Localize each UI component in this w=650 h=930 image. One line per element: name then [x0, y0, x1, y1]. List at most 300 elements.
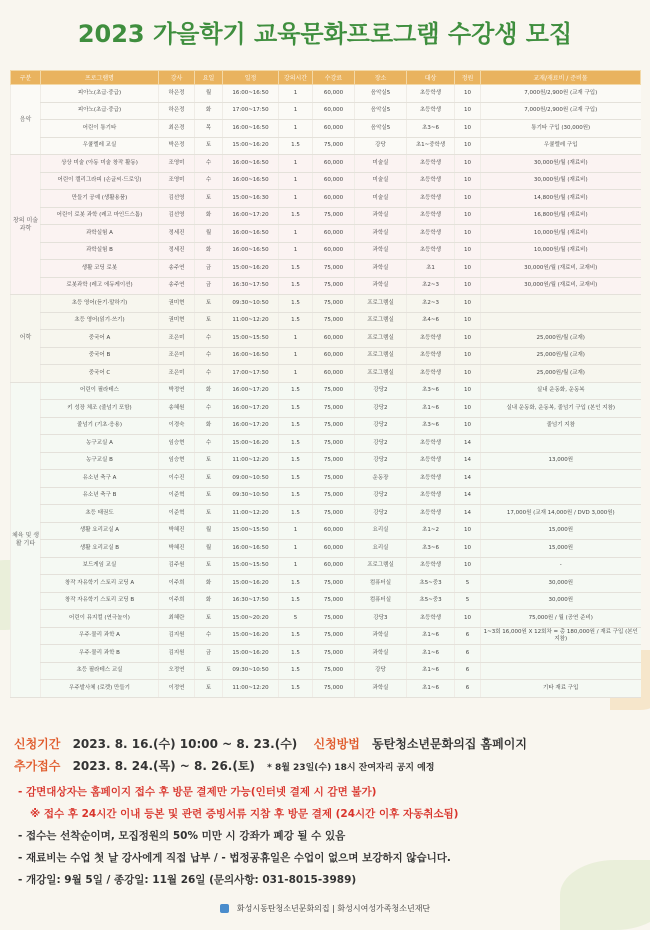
table-cell: 6 — [455, 627, 481, 645]
table-cell: 1.5 — [279, 645, 313, 663]
extra-apply-value: 2023. 8. 24.(목) ~ 8. 26.(토) — [72, 759, 255, 773]
table-cell: 1.5 — [279, 207, 313, 225]
table-cell: 1 — [279, 347, 313, 365]
material-cell — [481, 662, 641, 680]
notice-line: ※ 접수 후 24시간 이내 등본 및 관련 증빙서류 지참 후 방문 결제 (24시간 이후 자동취소됨) — [30, 808, 459, 820]
table-cell: 김지원 — [159, 627, 195, 645]
table-cell: 75,000 — [313, 610, 355, 628]
table-cell: 권미현 — [159, 295, 195, 313]
table-cell: 1 — [279, 365, 313, 383]
material-cell: 75,000원 / 월 (공연 준비) — [481, 610, 641, 628]
table-cell: 1.5 — [279, 470, 313, 488]
table-cell: 초1~중학생 — [407, 137, 455, 155]
table-cell: 금 — [195, 645, 223, 663]
table-cell: 15:00~16:20 — [223, 627, 279, 645]
table-cell: 초등학생 — [407, 207, 455, 225]
table-cell: 1 — [279, 522, 313, 540]
table-cell: 토 — [195, 190, 223, 208]
table-cell: 16:00~17:20 — [223, 382, 279, 400]
table-cell: 16:00~17:20 — [223, 417, 279, 435]
program-name-cell: 중국어 A — [41, 330, 159, 348]
table-row — [11, 137, 641, 155]
program-name-cell: 유소년 축구 B — [41, 487, 159, 505]
material-cell: 15,000원 — [481, 540, 641, 558]
table-cell: 초등학생 — [407, 102, 455, 120]
table-cell: 과학실 — [355, 627, 407, 645]
program-name-cell: 창작 자유학기 스토리 코딩 B — [41, 592, 159, 610]
table-cell: 75,000 — [313, 382, 355, 400]
table-cell: 10 — [455, 137, 481, 155]
table-row — [11, 85, 641, 103]
material-cell: 통기타 구입 (30,000원) — [481, 120, 641, 138]
program-name-cell: 농구교실 B — [41, 452, 159, 470]
table-cell: 75,000 — [313, 452, 355, 470]
table-cell: 초4~6 — [407, 312, 455, 330]
table-cell: 16:00~16:50 — [223, 540, 279, 558]
table-cell: 75,000 — [313, 207, 355, 225]
table-cell: 15:00~16:20 — [223, 645, 279, 663]
table-cell: 6 — [455, 662, 481, 680]
table-cell: 요리실 — [355, 522, 407, 540]
category-cell: 체육 및 생활 기타 — [11, 382, 41, 697]
table-row — [11, 190, 641, 208]
table-cell: 강당2 — [355, 417, 407, 435]
table-cell: 11:00~12:20 — [223, 505, 279, 523]
table-cell: 운동장 — [355, 470, 407, 488]
table-cell: 10 — [455, 207, 481, 225]
table-cell: 10 — [455, 85, 481, 103]
table-cell: 6 — [455, 680, 481, 698]
table-cell: 김선영 — [159, 207, 195, 225]
material-cell: 30,000원/월 (재료비, 교재비) — [481, 260, 641, 278]
table-row — [11, 540, 641, 558]
table-cell: 75,000 — [313, 277, 355, 295]
header-cell: 프로그램명 — [41, 71, 159, 85]
table-cell: 프로그램실 — [355, 295, 407, 313]
table-row — [11, 277, 641, 295]
table-cell: 1 — [279, 225, 313, 243]
table-cell: 10 — [455, 610, 481, 628]
apply-method-label: 신청방법 — [313, 737, 360, 751]
organization-name: 화성시동탄청소년문화의집 | 화성시여성가족청소년재단 — [236, 904, 431, 913]
table-row — [11, 242, 641, 260]
program-name-cell: 생활 코딩 로봇 — [41, 260, 159, 278]
table-row — [11, 120, 641, 138]
program-name-cell: 생활 요리교실 B — [41, 540, 159, 558]
table-cell: 10 — [455, 417, 481, 435]
table-cell: 미술실 — [355, 190, 407, 208]
material-cell — [481, 435, 641, 453]
table-cell: 10 — [455, 190, 481, 208]
table-cell: 5 — [279, 610, 313, 628]
table-cell: 이수진 — [159, 470, 195, 488]
table-cell: 75,000 — [313, 487, 355, 505]
table-cell: 이준혁 — [159, 487, 195, 505]
table-cell: 75,000 — [313, 435, 355, 453]
table-cell: 프로그램실 — [355, 557, 407, 575]
table-cell: 60,000 — [313, 120, 355, 138]
table-row — [11, 435, 641, 453]
table-cell: 초등학생 — [407, 505, 455, 523]
table-cell: 10 — [455, 172, 481, 190]
table-cell: 10 — [455, 102, 481, 120]
table-cell: 미술실 — [355, 155, 407, 173]
table-cell: 14 — [455, 470, 481, 488]
table-cell: 요리실 — [355, 540, 407, 558]
table-cell: 과학실 — [355, 260, 407, 278]
table-cell: 1.5 — [279, 312, 313, 330]
table-cell: 60,000 — [313, 85, 355, 103]
table-cell: 최혜란 — [159, 610, 195, 628]
header-cell: 대상 — [407, 71, 455, 85]
table-cell: 16:00~16:50 — [223, 225, 279, 243]
table-cell: 1.5 — [279, 260, 313, 278]
program-name-cell: 어린이 캘리그라피 (손글씨·드로잉) — [41, 172, 159, 190]
table-cell: 16:30~17:50 — [223, 592, 279, 610]
category-cell: 어학 — [11, 295, 41, 383]
table-cell: 75,000 — [313, 470, 355, 488]
material-cell: 16,800원/월 (재료비) — [481, 207, 641, 225]
category-cell: 음악 — [11, 85, 41, 155]
table-row — [11, 102, 641, 120]
table-cell: 09:30~10:50 — [223, 662, 279, 680]
program-name-cell: 초등 영어(듣기·말하기) — [41, 295, 159, 313]
table-cell: 60,000 — [313, 225, 355, 243]
table-cell: 17:00~17:50 — [223, 365, 279, 383]
table-cell: 음악실5 — [355, 120, 407, 138]
table-cell: 강당2 — [355, 452, 407, 470]
apply-period-value: 2023. 8. 16.(수) 10:00 ~ 8. 23.(수) — [72, 737, 298, 751]
material-cell: 30,000원/월 (재료비) — [481, 172, 641, 190]
table-cell: 오정연 — [159, 662, 195, 680]
table-cell: 1 — [279, 330, 313, 348]
table-cell: 60,000 — [313, 242, 355, 260]
table-cell: 이주희 — [159, 592, 195, 610]
table-cell: 1.5 — [279, 592, 313, 610]
table-cell: 10 — [455, 225, 481, 243]
table-cell: 1 — [279, 190, 313, 208]
program-name-cell: 어린이 필라테스 — [41, 382, 159, 400]
material-cell: 실내 운동화, 운동복 — [481, 382, 641, 400]
table-cell: 1 — [279, 172, 313, 190]
program-name-cell: 과학실험 B — [41, 242, 159, 260]
table-cell: 컴퓨터실 — [355, 575, 407, 593]
material-cell: 줄넘기 지참 — [481, 417, 641, 435]
table-cell: 초5~중3 — [407, 592, 455, 610]
table-cell: 하은정 — [159, 85, 195, 103]
table-cell: 5 — [455, 575, 481, 593]
material-cell — [481, 470, 641, 488]
program-name-cell: 중국어 B — [41, 347, 159, 365]
header-cell: 강사 — [159, 71, 195, 85]
material-cell: 14,800원/월 (재료비) — [481, 190, 641, 208]
table-row — [11, 347, 641, 365]
table-row — [11, 312, 641, 330]
table-row — [11, 522, 641, 540]
material-cell: 30,000원/월 (재료비) — [481, 155, 641, 173]
table-cell: 수 — [195, 365, 223, 383]
table-cell: 강당 — [355, 662, 407, 680]
table-cell: 하은정 — [159, 102, 195, 120]
table-cell: 초등학생 — [407, 557, 455, 575]
program-name-cell: 어린이 로봇 과학 (레고 마인드스톰) — [41, 207, 159, 225]
program-name-cell: 키 성장 체조 (줄넘기 포함) — [41, 400, 159, 418]
table-cell: 초등학생 — [407, 610, 455, 628]
table-cell: 초1~6 — [407, 645, 455, 663]
table-cell: 송주연 — [159, 260, 195, 278]
organization-logo-icon — [220, 904, 229, 913]
table-cell: 15:00~15:50 — [223, 330, 279, 348]
table-cell: 16:00~16:50 — [223, 120, 279, 138]
table-cell: 월 — [195, 225, 223, 243]
table-row — [11, 662, 641, 680]
decorative-leaf — [560, 860, 650, 930]
table-cell: 수 — [195, 172, 223, 190]
table-cell: 75,000 — [313, 260, 355, 278]
table-cell: 강당2 — [355, 505, 407, 523]
table-cell: 16:00~16:50 — [223, 347, 279, 365]
page-title: 2023 가을학기 교육문화프로그램 수강생 모집 — [77, 20, 573, 48]
table-cell: 15:00~16:20 — [223, 137, 279, 155]
table-cell: 과학실 — [355, 225, 407, 243]
table-row — [11, 557, 641, 575]
table-cell: 6 — [455, 645, 481, 663]
table-cell: 화 — [195, 592, 223, 610]
table-cell: 15:00~15:50 — [223, 557, 279, 575]
material-cell: 25,000원/월 (교재) — [481, 347, 641, 365]
material-cell: 10,000원/월 (재료비) — [481, 242, 641, 260]
table-cell: 15:00~16:20 — [223, 260, 279, 278]
material-cell: 7,000원/2,900원 (교재 구입) — [481, 85, 641, 103]
table-cell: 60,000 — [313, 365, 355, 383]
table-cell: 10 — [455, 312, 481, 330]
table-cell: 1.5 — [279, 575, 313, 593]
table-cell: 1 — [279, 120, 313, 138]
table-cell: 75,000 — [313, 505, 355, 523]
table-cell: 14 — [455, 505, 481, 523]
table-cell: 15:00~16:20 — [223, 435, 279, 453]
table-cell: 김지원 — [159, 645, 195, 663]
program-name-cell: 피아노(초급·중급) — [41, 102, 159, 120]
header-cell: 교재/재료비 / 준비물 — [481, 71, 641, 85]
table-cell: 초1 — [407, 260, 455, 278]
table-cell: 60,000 — [313, 540, 355, 558]
program-table — [10, 70, 640, 698]
material-cell — [481, 487, 641, 505]
table-cell: 15:00~16:30 — [223, 190, 279, 208]
material-cell: 실내 운동화, 운동복, 줄넘기 구입 (본인 지참) — [481, 400, 641, 418]
table-cell: 조은미 — [159, 365, 195, 383]
table-cell: 박정연 — [159, 382, 195, 400]
table-row — [11, 400, 641, 418]
table-cell: 10 — [455, 522, 481, 540]
table-cell: 토 — [195, 662, 223, 680]
table-cell: 초등학생 — [407, 242, 455, 260]
table-cell: 초1~6 — [407, 662, 455, 680]
material-cell: 30,000원 — [481, 592, 641, 610]
table-cell: 강당2 — [355, 435, 407, 453]
material-cell: 25,000원/월 (교재) — [481, 365, 641, 383]
table-cell: 화 — [195, 242, 223, 260]
table-cell: 컴퓨터실 — [355, 592, 407, 610]
table-cell: 10 — [455, 347, 481, 365]
table-cell: 수 — [195, 627, 223, 645]
table-cell: 이준혁 — [159, 505, 195, 523]
table-cell: 수 — [195, 155, 223, 173]
table-row — [11, 645, 641, 663]
table-row — [11, 172, 641, 190]
table-cell: 1 — [279, 242, 313, 260]
table-cell: 10 — [455, 277, 481, 295]
table-cell: 60,000 — [313, 102, 355, 120]
table-cell: 16:00~17:20 — [223, 400, 279, 418]
table-cell: 초1~6 — [407, 680, 455, 698]
program-name-cell: 로봇과학 (레고 에듀케이션) — [41, 277, 159, 295]
table-cell: 10 — [455, 365, 481, 383]
table-cell: 1.5 — [279, 400, 313, 418]
apply-method-value: 동탄청소년문화의집 홈페이지 — [372, 737, 527, 751]
table-cell: 프로그램실 — [355, 330, 407, 348]
table-cell: 월 — [195, 522, 223, 540]
table-cell: 토 — [195, 295, 223, 313]
program-name-cell: 어린이 통기타 — [41, 120, 159, 138]
table-cell: 수 — [195, 330, 223, 348]
table-cell: 화 — [195, 417, 223, 435]
header-cell: 일정 — [223, 71, 279, 85]
table-cell: 60,000 — [313, 190, 355, 208]
table-cell: 초등학생 — [407, 225, 455, 243]
table-cell: 초2~3 — [407, 277, 455, 295]
table-cell: 16:00~16:50 — [223, 242, 279, 260]
table-cell: 10 — [455, 120, 481, 138]
table-cell: 조영미 — [159, 155, 195, 173]
table-cell: 60,000 — [313, 330, 355, 348]
table-cell: 60,000 — [313, 557, 355, 575]
program-name-cell: 생활 요리교실 A — [41, 522, 159, 540]
table-cell: 수 — [195, 435, 223, 453]
table-row — [11, 487, 641, 505]
material-cell: 기타 재료 구입 — [481, 680, 641, 698]
table-cell: 75,000 — [313, 417, 355, 435]
table-cell: 수 — [195, 347, 223, 365]
table-cell: 음악실5 — [355, 85, 407, 103]
table-cell: 박은정 — [159, 137, 195, 155]
table-cell: 프로그램실 — [355, 312, 407, 330]
table-cell: 14 — [455, 452, 481, 470]
table-cell: 1.5 — [279, 435, 313, 453]
table-cell: 1.5 — [279, 662, 313, 680]
notice-line: - 개강일: 9월 5일 / 종강일: 11월 26일 (문의사항: 031-8015-3989) — [18, 874, 357, 886]
table-cell: 초3~6 — [407, 540, 455, 558]
table-cell: 1.5 — [279, 382, 313, 400]
table-cell: 초등학생 — [407, 365, 455, 383]
table-cell: 09:30~10:50 — [223, 295, 279, 313]
program-name-cell: 과학실험 A — [41, 225, 159, 243]
table-cell: 김선영 — [159, 190, 195, 208]
table-cell: 75,000 — [313, 645, 355, 663]
table-row — [11, 505, 641, 523]
table-cell: 1.5 — [279, 505, 313, 523]
table-cell: 토 — [195, 505, 223, 523]
table-row — [11, 365, 641, 383]
material-cell: 25,000원/월 (교재) — [481, 330, 641, 348]
table-cell: 음악실5 — [355, 102, 407, 120]
table-cell: 1 — [279, 557, 313, 575]
table-row — [11, 155, 641, 173]
table-cell: 초등학생 — [407, 85, 455, 103]
table-cell: 16:00~16:50 — [223, 155, 279, 173]
table-cell: 박혜진 — [159, 522, 195, 540]
table-cell: 강당 — [355, 137, 407, 155]
table-cell: 75,000 — [313, 627, 355, 645]
table-cell: 토 — [195, 487, 223, 505]
table-cell: 초1~6 — [407, 400, 455, 418]
table-cell: 10 — [455, 295, 481, 313]
table-cell: 초3~6 — [407, 120, 455, 138]
table-cell: 초등학생 — [407, 452, 455, 470]
table-cell: 1.5 — [279, 295, 313, 313]
table-cell: 75,000 — [313, 680, 355, 698]
material-cell: 10,000원/월 (재료비) — [481, 225, 641, 243]
program-name-cell: 우주·물리 과학 B — [41, 645, 159, 663]
table-cell: 15:00~20:20 — [223, 610, 279, 628]
program-name-cell: 우주발사체 (로켓) 만들기 — [41, 680, 159, 698]
table-cell: 15:00~16:20 — [223, 575, 279, 593]
table-cell: 이정연 — [159, 680, 195, 698]
table-cell: 조은미 — [159, 330, 195, 348]
table-cell: 금 — [195, 260, 223, 278]
material-cell: 7,000원/2,900원 (교재 구입) — [481, 102, 641, 120]
material-cell: - — [481, 557, 641, 575]
apply-period-label: 신청기간 — [14, 737, 61, 751]
table-cell: 5 — [455, 592, 481, 610]
table-cell: 1.5 — [279, 680, 313, 698]
header-cell: 요일 — [195, 71, 223, 85]
material-cell: 30,000원/월 (재료비, 교재비) — [481, 277, 641, 295]
table-cell: 초5~중3 — [407, 575, 455, 593]
program-name-cell: 초등 필라테스 교실 — [41, 662, 159, 680]
material-cell: 30,000원 — [481, 575, 641, 593]
category-cell: 창의 미술 과학 — [11, 155, 41, 295]
table-row — [11, 680, 641, 698]
table-cell: 화 — [195, 382, 223, 400]
table-cell: 75,000 — [313, 592, 355, 610]
table-cell: 17:00~17:50 — [223, 102, 279, 120]
table-row — [11, 610, 641, 628]
table-cell: 과학실 — [355, 207, 407, 225]
table-cell: 이경숙 — [159, 417, 195, 435]
header-cell: 강의시간 — [279, 71, 313, 85]
material-cell — [481, 645, 641, 663]
program-name-cell: 중국어 C — [41, 365, 159, 383]
material-cell: 13,000원 — [481, 452, 641, 470]
table-row — [11, 417, 641, 435]
table-cell: 초등학생 — [407, 330, 455, 348]
table-cell: 75,000 — [313, 575, 355, 593]
table-cell: 09:00~10:50 — [223, 470, 279, 488]
table-cell: 75,000 — [313, 295, 355, 313]
table-cell: 김주원 — [159, 557, 195, 575]
table-cell: 강당3 — [355, 610, 407, 628]
table-cell: 초1~2 — [407, 522, 455, 540]
table-cell: 이주희 — [159, 575, 195, 593]
material-cell: 15,000원 — [481, 522, 641, 540]
program-name-cell: 줄넘기 (기초·응용) — [41, 417, 159, 435]
header-cell: 정원 — [455, 71, 481, 85]
table-row — [11, 330, 641, 348]
table-cell: 강당2 — [355, 382, 407, 400]
table-row — [11, 470, 641, 488]
